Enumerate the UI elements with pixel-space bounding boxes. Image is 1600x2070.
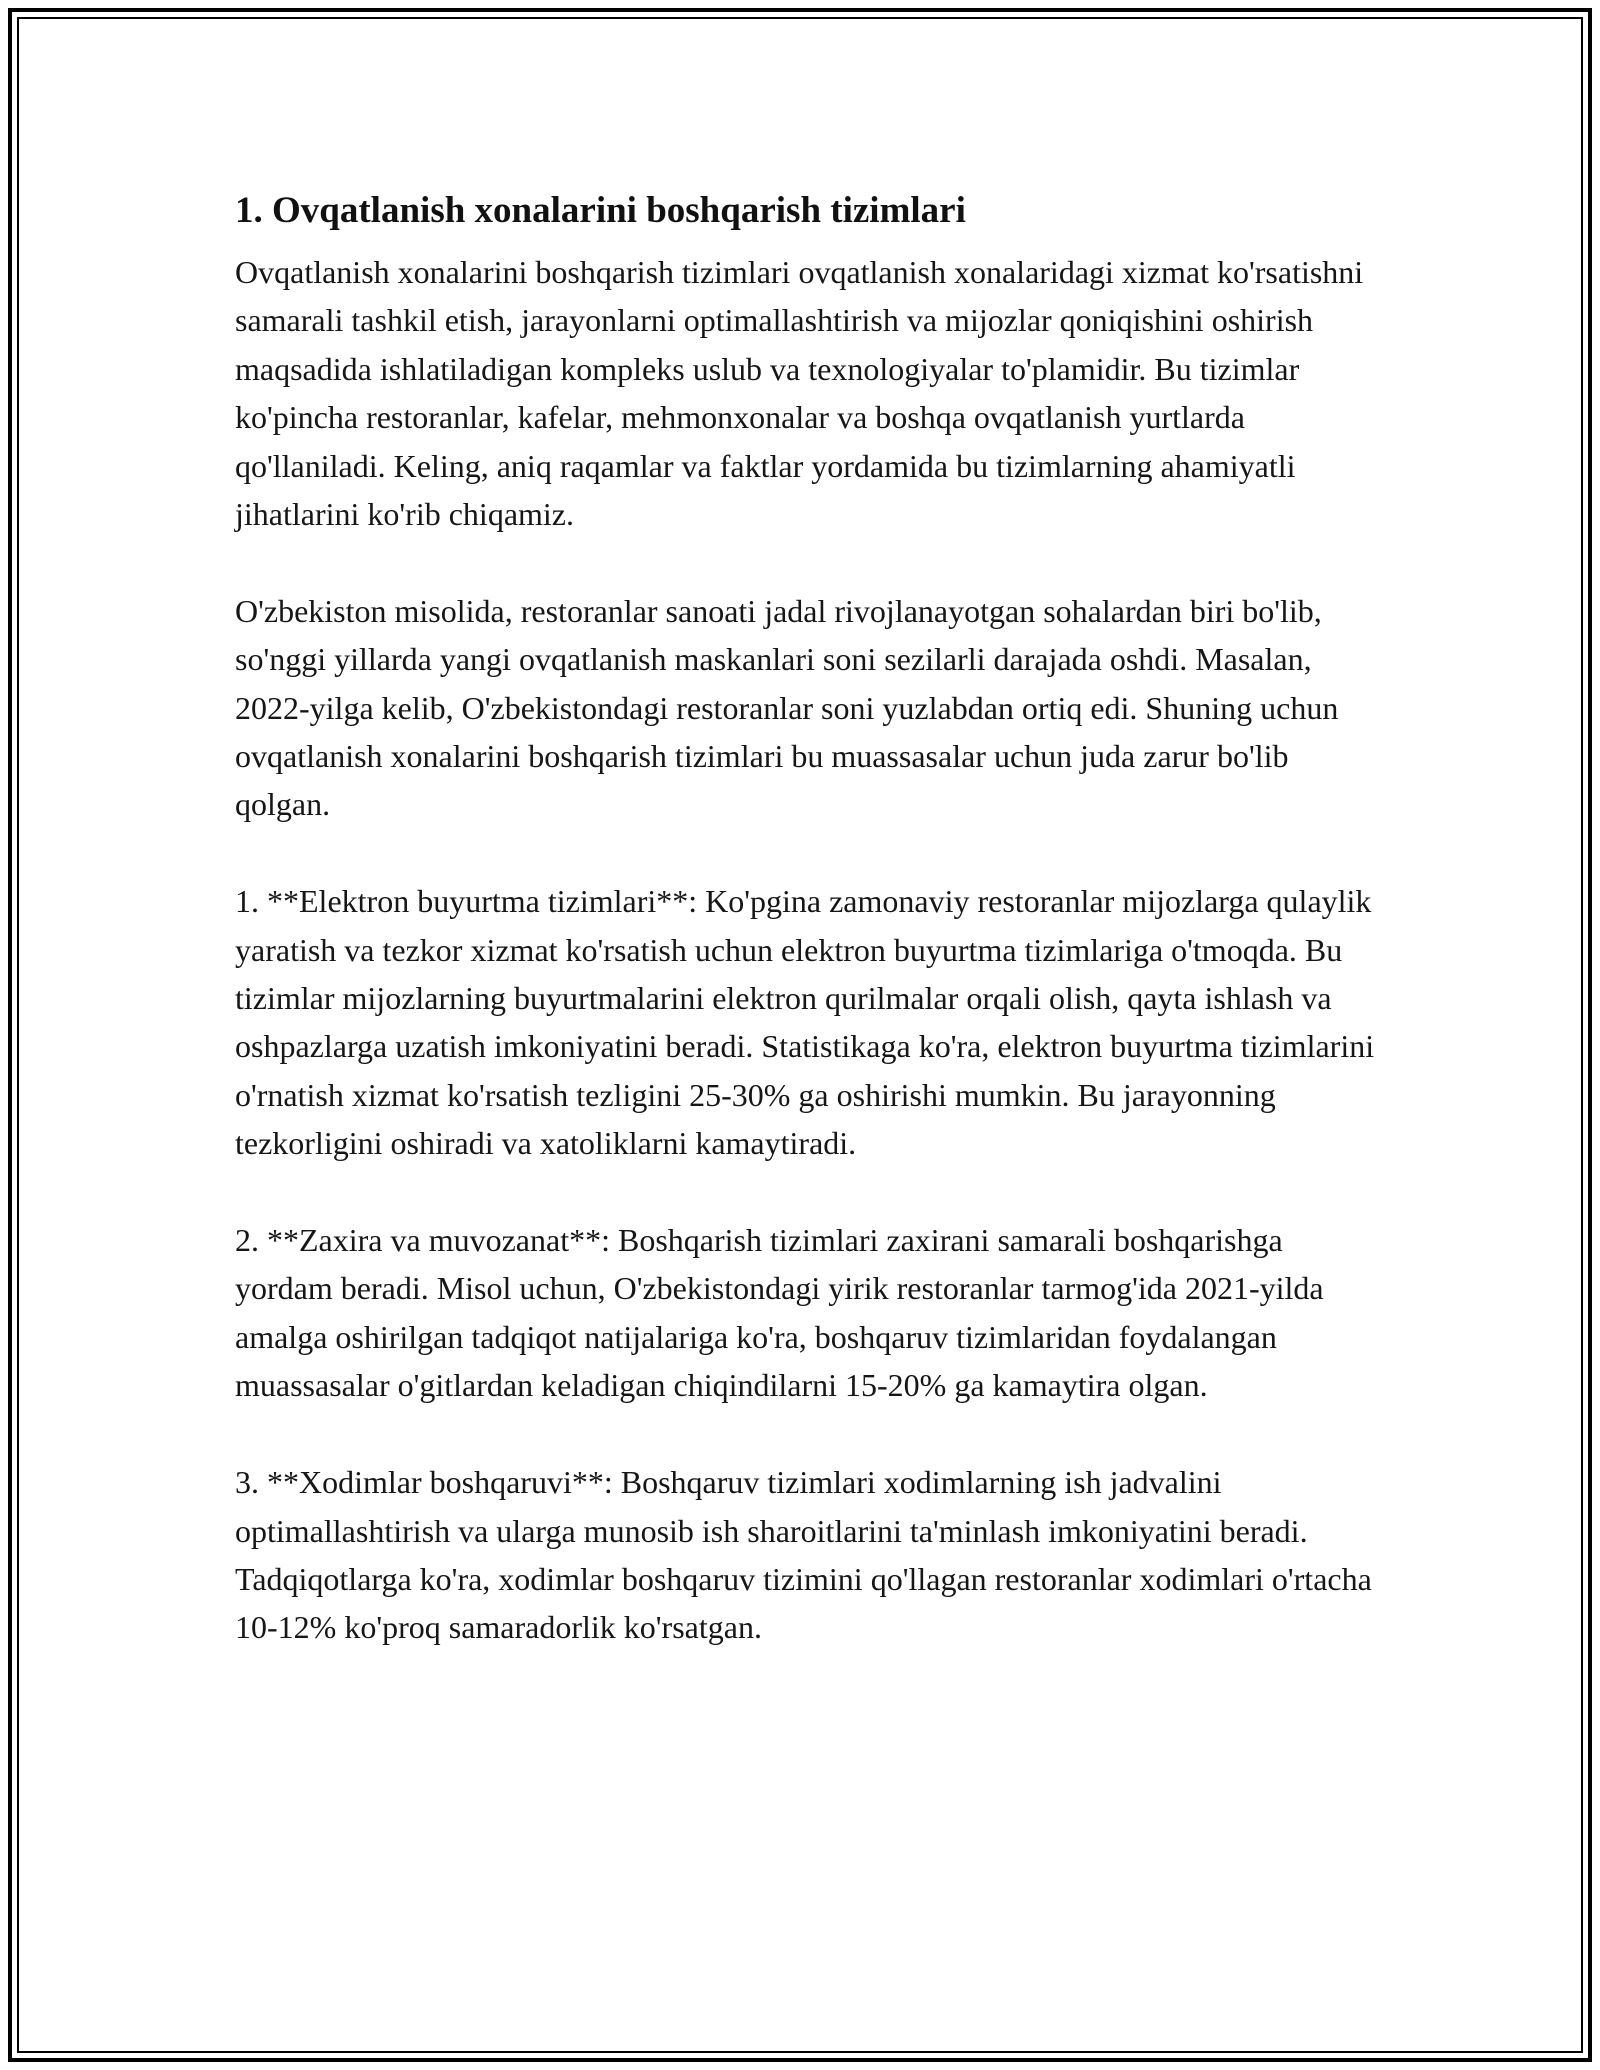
- intro-paragraph: Ovqatlanish xonalarini boshqarish tizimlari ovqatlanish xonalaridagi xizmat ko'rsatishni samarali tashkil etish, jarayonlarni optimallashtirish va mijozlar qoniqishini oshirish maqsadida ishlatiladigan kompleks uslub va texnologiyalar to'plamidir. Bu tizimlar ko'pincha restoranlar, kafelar, mehmonxonalar va boshqa ovqatlanish yurtlarda qo'llaniladi. Keling, aniq raqamlar va faktlar yordamida bu tizimlarning ahamiyatli jihatlarini ko'rib chiqamiz.: [235, 254, 1364, 533]
- context-paragraph: O'zbekiston misolida, restoranlar sanoati jadal rivojlanayotgan sohalardan biri bo'lib, so'nggi yillarda yangi ovqatlanish maskanlari soni sezilarli darajada oshdi. Masalan, 2022-yilga kelib, O'zbekistondagi restoranlar soni yuzlabdan ortiq edi. Shuning uchun ovqatlanish xonalarini boshqarish tizimlari bu muassasalar uchun juda zarur bo'lib qolgan.: [235, 592, 1339, 823]
- list-item-inventory: 2. **Zaxira va muvozanat**: Boshqarish tizimlari zaxirani samarali boshqarishga yordam beradi. Misol uchun, O'zbekistondagi yirik restoranlar tarmog'ida 2021-yilda amalga oshirilgan tadqiqot natijalariga ko'ra, boshqaruv tizimlaridan foydalangan muassasalar o'gitlardan keladigan chiqindilarni 15-20% ga kamaytira olgan.: [235, 1222, 1324, 1404]
- list-item-staff-management: 3. **Xodimlar boshqaruvi**: Boshqaruv tizimlari xodimlarning ish jadvalini optimallashtirish va ularga munosib ish sharoitlarini ta'minlash imkoniyatini beradi. Tadqiqotlarga ko'ra, xodimlar boshqaruv tizimini qo'llagan restoranlar xodimlari o'rtacha 10-12% ko'proq samaradorlik ko'rsatgan.: [235, 1464, 1372, 1646]
- list-item-electronic-ordering: 1. **Elektron buyurtma tizimlari**: Ko'pgina zamonaviy restoranlar mijozlarga qulaylik yaratish va tezkor xizmat ko'rsatish uchun elektron buyurtma tizimlariga o'tmoqda. Bu tizimlar mijozlarning buyurtmalarini elektron qurilmalar orqali olish, qayta ishlash va oshpazlarga uzatish imkoniyatini beradi. Statistikaga ko'ra, elektron buyurtma tizimlarini o'rnatish xizmat ko'rsatish tezligini 25-30% ga oshirishi mumkin. Bu jarayonning tezkorligini oshiradi va xatoliklarni kamaytiradi.: [235, 883, 1375, 1162]
- document-body: [235, 186, 1385, 1652]
- section-heading: 1. Ovqatlanish xonalarini boshqarish tizimlari: [235, 190, 966, 231]
